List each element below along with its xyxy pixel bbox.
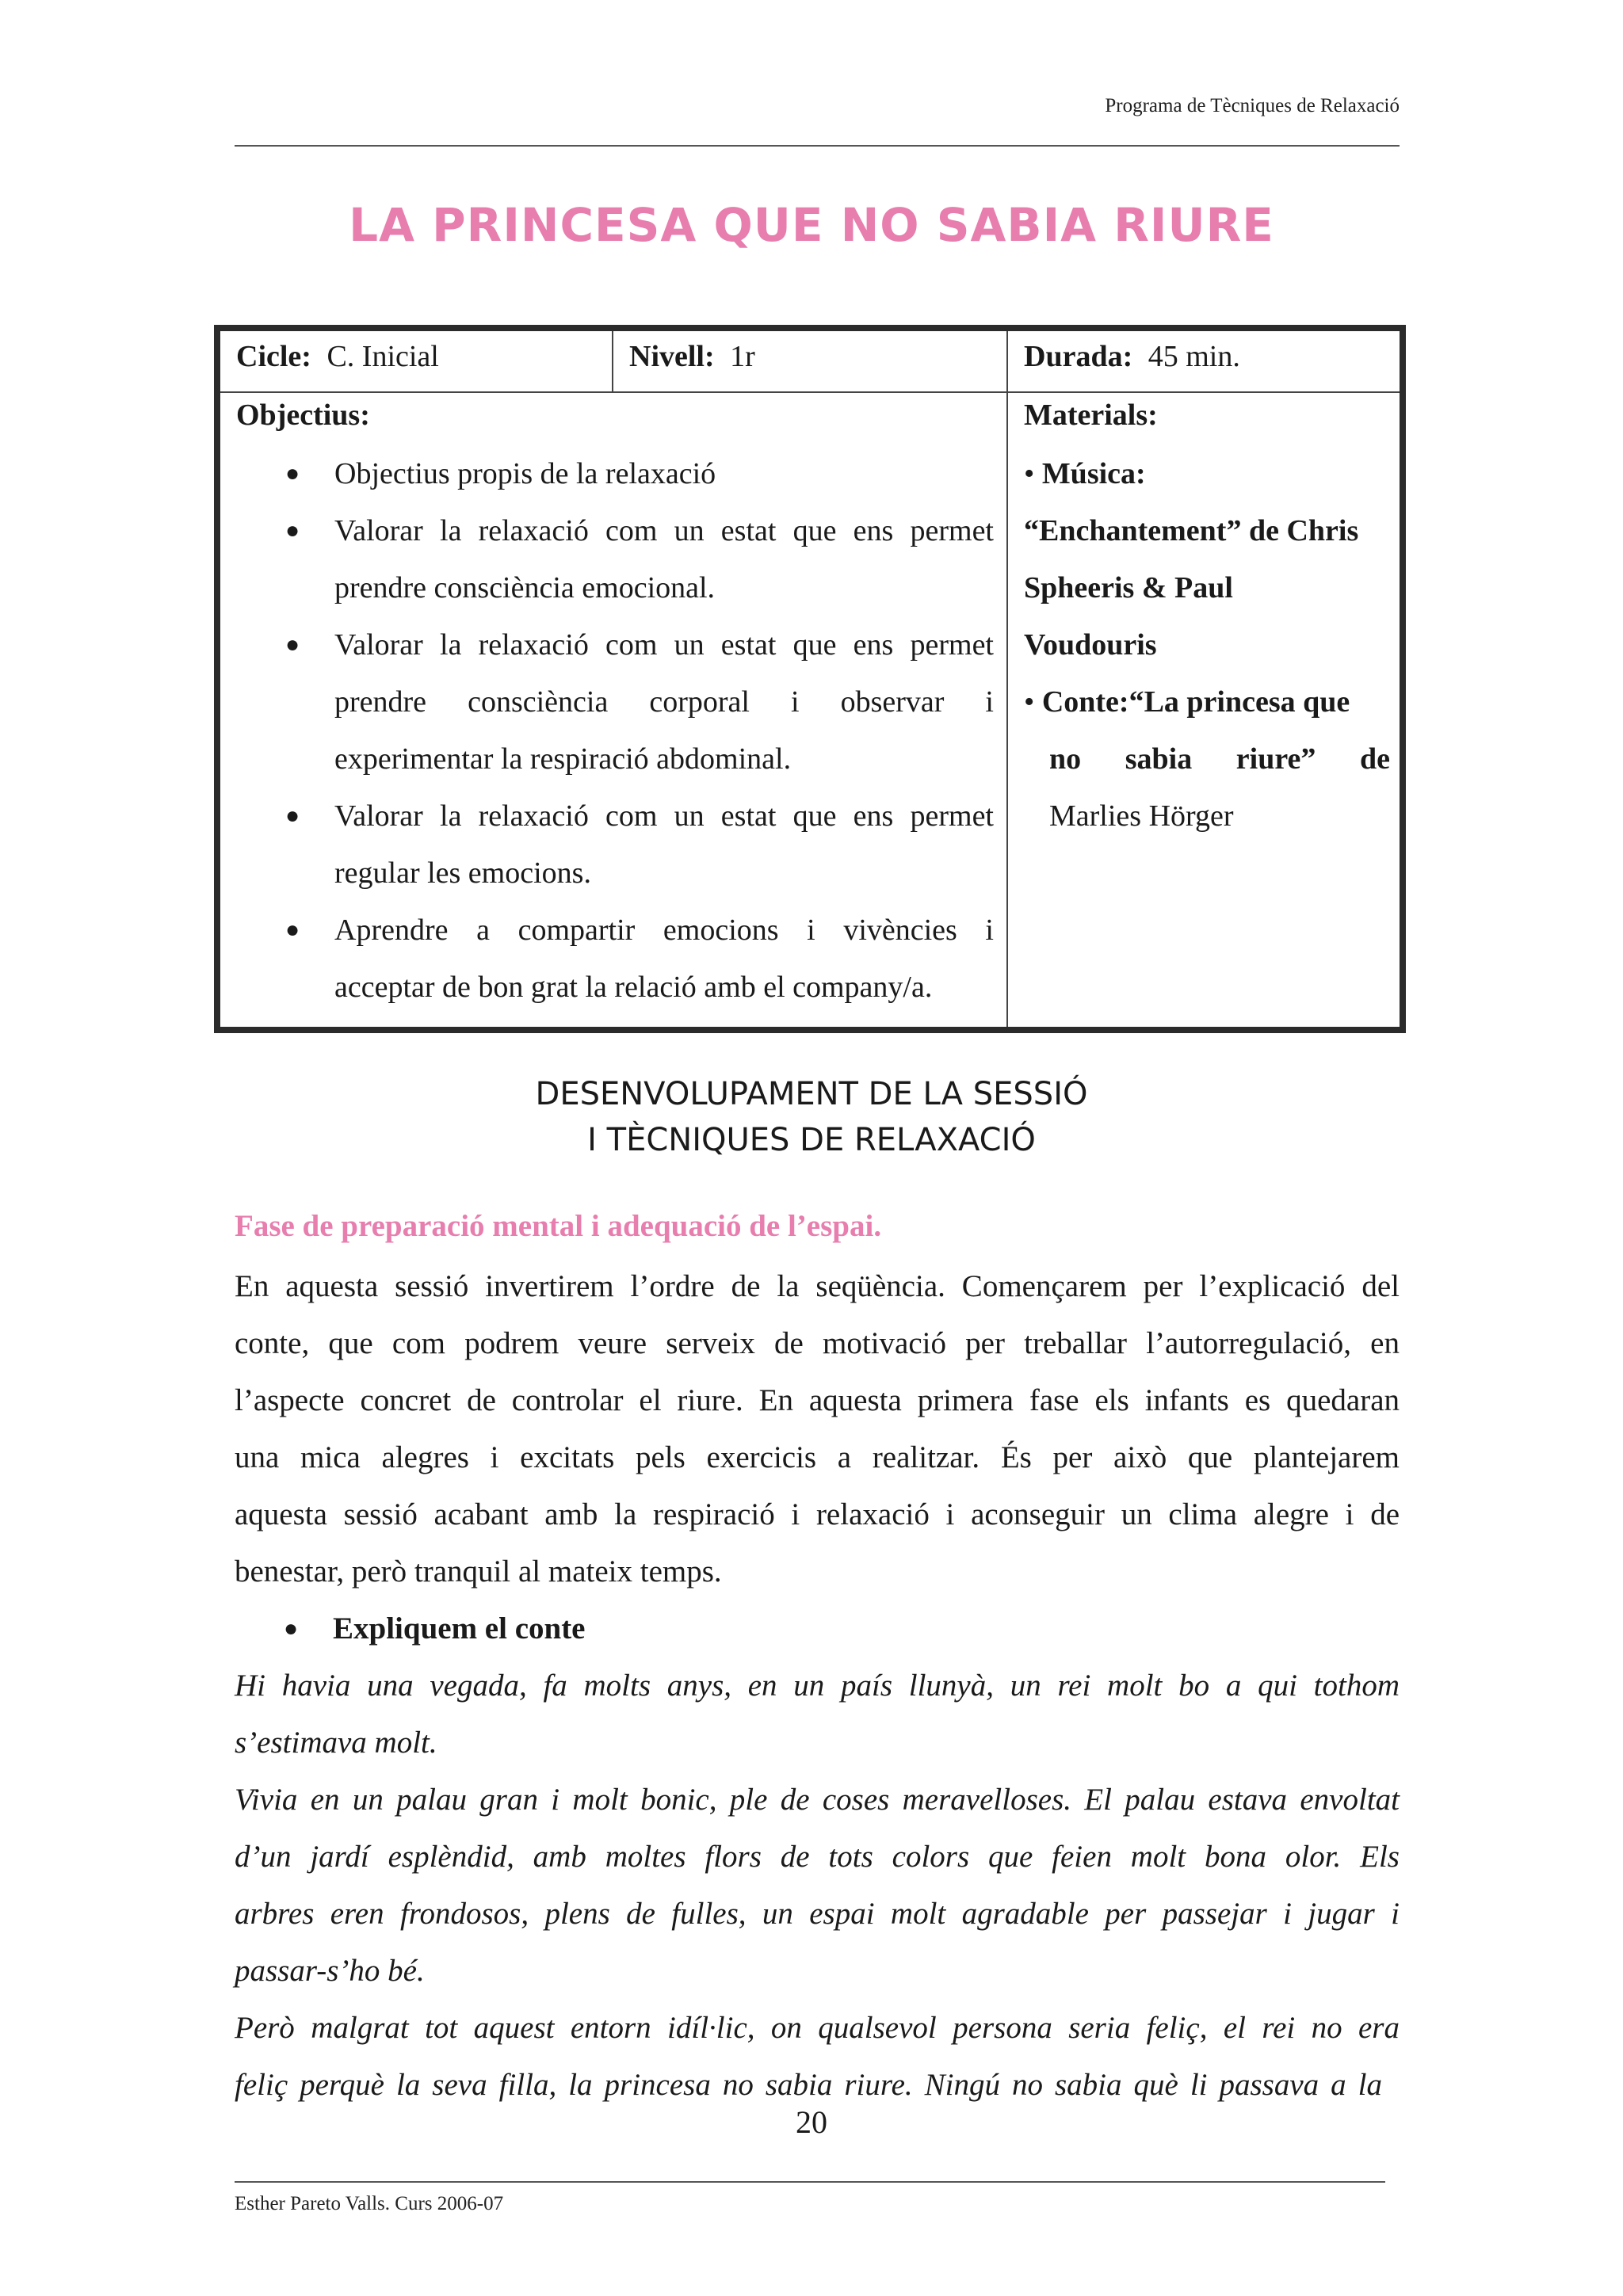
- list-item-continuation: prendre consciència corporal i observar i: [334, 685, 994, 719]
- body-line: una mica alegres i excitats pels exercicis a realitzar. És per això que plantejarem: [235, 1440, 1400, 1474]
- body-line: aquesta sessió acabant amb la respiració i relaxació i aconseguir un clima alegre i de: [235, 1497, 1400, 1531]
- list-item-continuation: acceptar de bon grat la relació amb el company/a.: [334, 971, 933, 1004]
- conte-title: no sabia riure” de: [1049, 742, 1390, 776]
- list-item: Aprendre a compartir emocions i vivències i: [334, 913, 994, 947]
- music-artist: Spheeris & Paul: [1024, 571, 1233, 605]
- nivell-value: 1r: [730, 340, 755, 373]
- header-rule: [235, 145, 1400, 147]
- list-item-continuation: experimentar la respiració abdominal.: [334, 742, 792, 776]
- cicle-cell: [236, 339, 439, 374]
- story-line: Però malgrat tot aquest entorn idíl·lic, on qualsevol persona seria feliç, el rei no era: [235, 2011, 1400, 2045]
- music-label: • Música:: [1024, 457, 1146, 490]
- bullet-icon: •: [1024, 457, 1035, 490]
- story-line: Hi havia una vegada, fa molts anys, en un país llunyà, un rei molt bo a qui tothom: [235, 1669, 1400, 1703]
- objectius-label: Objectius:: [236, 399, 370, 432]
- table-col-divider: [612, 331, 613, 391]
- cicle-value: C. Inicial: [327, 340, 439, 373]
- bullet-icon: ●: [285, 631, 300, 658]
- durada-label: Durada:: [1024, 340, 1133, 373]
- nivell-cell: [629, 339, 755, 374]
- bullet-icon: •: [1024, 685, 1035, 719]
- body-line: conte, que com podrem veure serveix de motivació per treballar l’autorregulació, en: [235, 1326, 1400, 1360]
- body-line: En aquesta sessió invertirem l’ordre de la seqüència. Començarem per l’explicació del: [235, 1269, 1400, 1303]
- bullet-icon: ●: [284, 1615, 299, 1642]
- conte-author: Marlies Hörger: [1049, 799, 1234, 833]
- conte-label: • Conte:“La princesa que: [1024, 685, 1350, 719]
- story-line: Vivia en un palau gran i molt bonic, ple de coses meravelloses. El palau estava envoltat: [235, 1783, 1400, 1817]
- story-line: s’estimava molt.: [235, 1726, 437, 1760]
- section-heading: DESENVOLUPAMENT DE LA SESSIÓ: [535, 1076, 1088, 1112]
- story-line: passar-s’ho bé.: [235, 1954, 425, 1988]
- story-line: d’un jardí esplèndid, amb moltes flors de tots colors que feien molt bona olor. Els: [235, 1840, 1400, 1874]
- footer-rule: [235, 2181, 1385, 2183]
- phase-heading: Fase de preparació mental i adequació de l’espai.: [235, 1209, 882, 1243]
- list-item-continuation: prendre consciència emocional.: [334, 571, 716, 605]
- bullet-icon: ●: [285, 460, 300, 486]
- story-line: feliç perquè la seva filla, la princesa no sabia riure. Ningú no sabia què li passava a la: [235, 2068, 1382, 2102]
- section-heading: I TÈCNIQUES DE RELAXACIÓ: [587, 1122, 1036, 1158]
- durada-cell: [1024, 339, 1240, 374]
- session-info-table: [214, 325, 1406, 1033]
- body-line: l’aspecte concret de controlar el riure. En aquesta primera fase els infants es quedaran: [235, 1383, 1400, 1417]
- body-line: benestar, però tranquil al mateix temps.: [235, 1554, 722, 1589]
- music-artist: Voudouris: [1024, 628, 1157, 662]
- list-item-continuation: regular les emocions.: [334, 856, 591, 890]
- page-title: LA PRINCESA QUE NO SABIA RIURE: [349, 198, 1274, 252]
- durada-value: 45 min.: [1148, 340, 1240, 373]
- page-number: 20: [796, 2104, 827, 2140]
- bullet-icon: ●: [285, 803, 300, 829]
- bullet-icon: ●: [285, 917, 300, 943]
- footer-text: Esther Pareto Valls. Curs 2006-07: [235, 2193, 504, 2214]
- running-header: Programa de Tècniques de Relaxació: [1105, 95, 1400, 116]
- bullet-icon: ●: [285, 517, 300, 543]
- materials-label: Materials:: [1024, 399, 1158, 432]
- cicle-label: Cicle:: [236, 340, 311, 373]
- story-line: arbres eren frondosos, plens de fulles, un espai molt agradable per passejar i jugar i: [235, 1897, 1400, 1931]
- table-col-divider: [1006, 331, 1008, 1027]
- list-item: Objectius propis de la relaxació: [334, 457, 716, 490]
- nivell-label: Nivell:: [629, 340, 715, 373]
- list-item: Valorar la relaxació com un estat que ens permet: [334, 628, 994, 662]
- table-row-divider: [220, 391, 1400, 393]
- music-title: “Enchantement” de Chris: [1024, 514, 1359, 547]
- list-item: Valorar la relaxació com un estat que ens permet: [334, 799, 994, 833]
- list-item: Valorar la relaxació com un estat que ens permet: [334, 514, 994, 547]
